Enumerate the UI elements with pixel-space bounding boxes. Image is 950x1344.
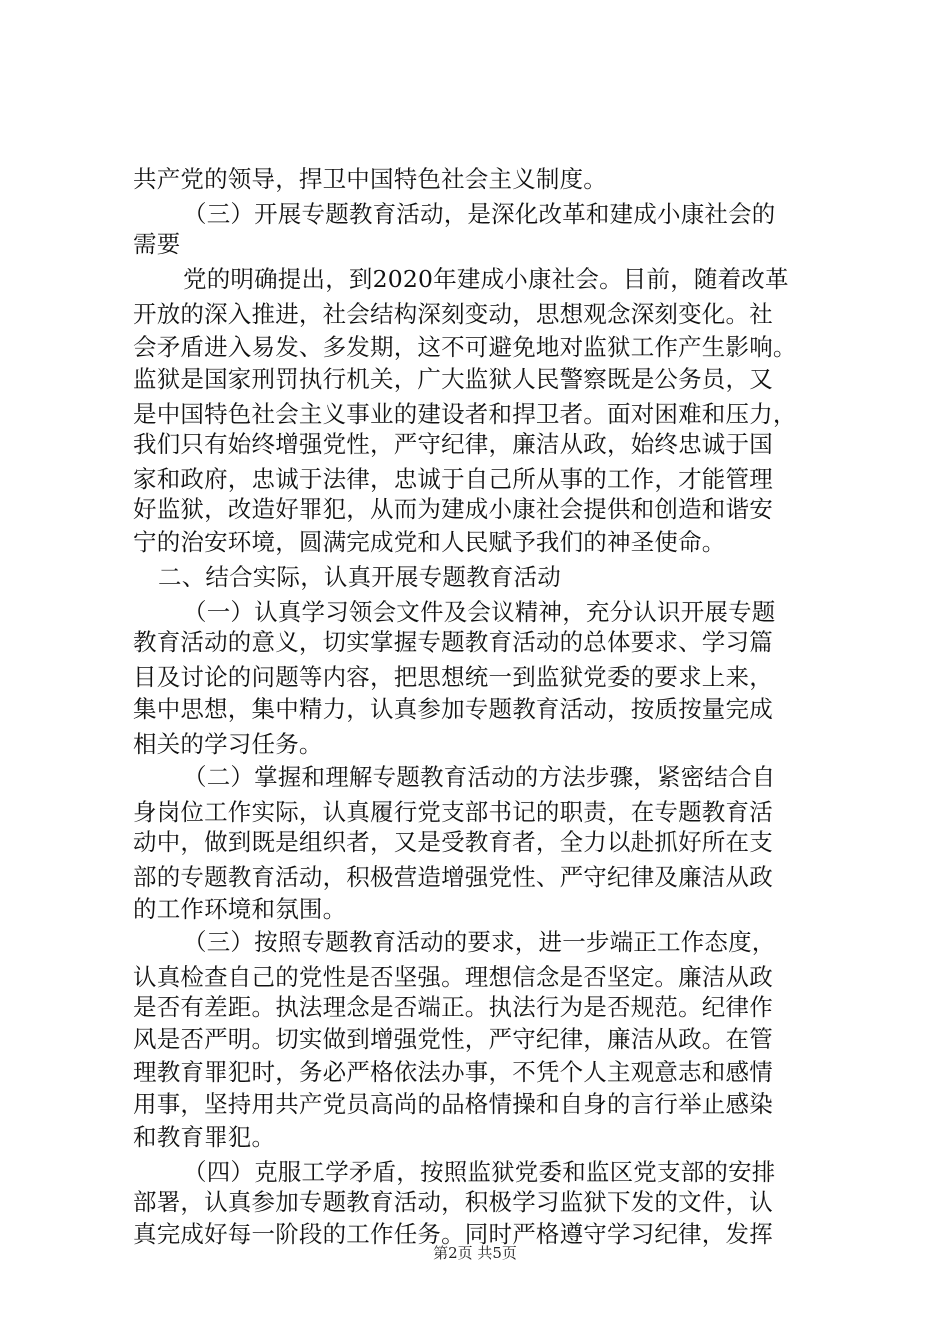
text-line: 监狱是国家刑罚执行机关，广大监狱人民警察既是公务员，又	[133, 365, 773, 393]
text-line: 和教育罪犯。	[133, 1123, 276, 1151]
text-line: 共产党的领导，捍卫中国特色社会主义制度。	[133, 165, 607, 193]
text-line: 目及讨论的问题等内容，把思想统一到监狱党委的要求上来，	[133, 663, 773, 691]
text-line: 党的明确提出，到2020年建成小康社会。目前，随着改革	[183, 265, 789, 293]
text-line: 会矛盾进入易发、多发期，这不可避免地对监狱工作产生影响。	[133, 333, 797, 361]
text-line: 开放的深入推进，社会结构深刻变动，思想观念深刻变化。社	[133, 300, 773, 328]
text-line: 教育活动的意义，切实掌握专题教育活动的总体要求、学习篇	[133, 628, 773, 656]
text-line: （四）克服工学矛盾，按照监狱党委和监区党支部的安排	[183, 1158, 776, 1186]
text-line: 需要	[133, 230, 181, 258]
text-line: 身岗位工作实际，认真履行党支部书记的职责，在专题教育活	[133, 798, 773, 826]
text-line: 集中思想，集中精力，认真参加专题教育活动，按质按量完成	[133, 695, 773, 723]
text-line: 用事，坚持用共产党员高尚的品格情操和自身的言行举止感染	[133, 1090, 773, 1118]
text-line: 好监狱，改造好罪犯，从而为建成小康社会提供和创造和谐安	[133, 495, 773, 523]
text-line: （一）认真学习领会文件及会议精神，充分认识开展专题	[183, 598, 776, 626]
text-line: 认真检查自己的党性是否坚强。理想信念是否坚定。廉洁从政	[133, 963, 773, 991]
text-line: 部署，认真参加专题教育活动，积极学习监狱下发的文件，认	[133, 1188, 773, 1216]
text-line: 是否有差距。执法理念是否端正。执法行为是否规范。纪律作	[133, 993, 773, 1021]
text-line: 是中国特色社会主义事业的建设者和捍卫者。面对困难和压力，	[133, 400, 797, 428]
text-line: 理教育罪犯时，务必严格依法办事，不凭个人主观意志和感情	[133, 1058, 773, 1086]
text-line: （二）掌握和理解专题教育活动的方法步骤，紧密结合自	[183, 763, 776, 791]
text-line: 动中，做到既是组织者，又是受教育者，全力以赴抓好所在支	[133, 828, 773, 856]
text-line: 风是否严明。切实做到增强党性，严守纪律，廉洁从政。在管	[133, 1025, 773, 1053]
text-line: 二、结合实际，认真开展专题教育活动	[158, 563, 561, 591]
text-line: 相关的学习任务。	[133, 730, 323, 758]
text-line: 部的专题教育活动，积极营造增强党性、严守纪律及廉洁从政	[133, 863, 773, 891]
text-line: （三）开展专题教育活动，是深化改革和建成小康社会的	[183, 200, 776, 228]
text-line: （三）按照专题教育活动的要求，进一步端正工作态度，	[183, 928, 776, 956]
text-line: 宁的治安环境，圆满完成党和人民赋予我们的神圣使命。	[133, 528, 726, 556]
text-line: 的工作环境和氛围。	[133, 895, 347, 923]
page-number: 第2页 共5页	[433, 1244, 517, 1262]
text-line: 我们只有始终增强党性，严守纪律，廉洁从政，始终忠诚于国	[133, 430, 773, 458]
text-line: 家和政府，忠诚于法律，忠诚于自己所从事的工作，才能管理	[133, 465, 773, 493]
text-line: 真完成好每一阶段的工作任务。同时严格遵守学习纪律，发挥	[133, 1220, 773, 1248]
